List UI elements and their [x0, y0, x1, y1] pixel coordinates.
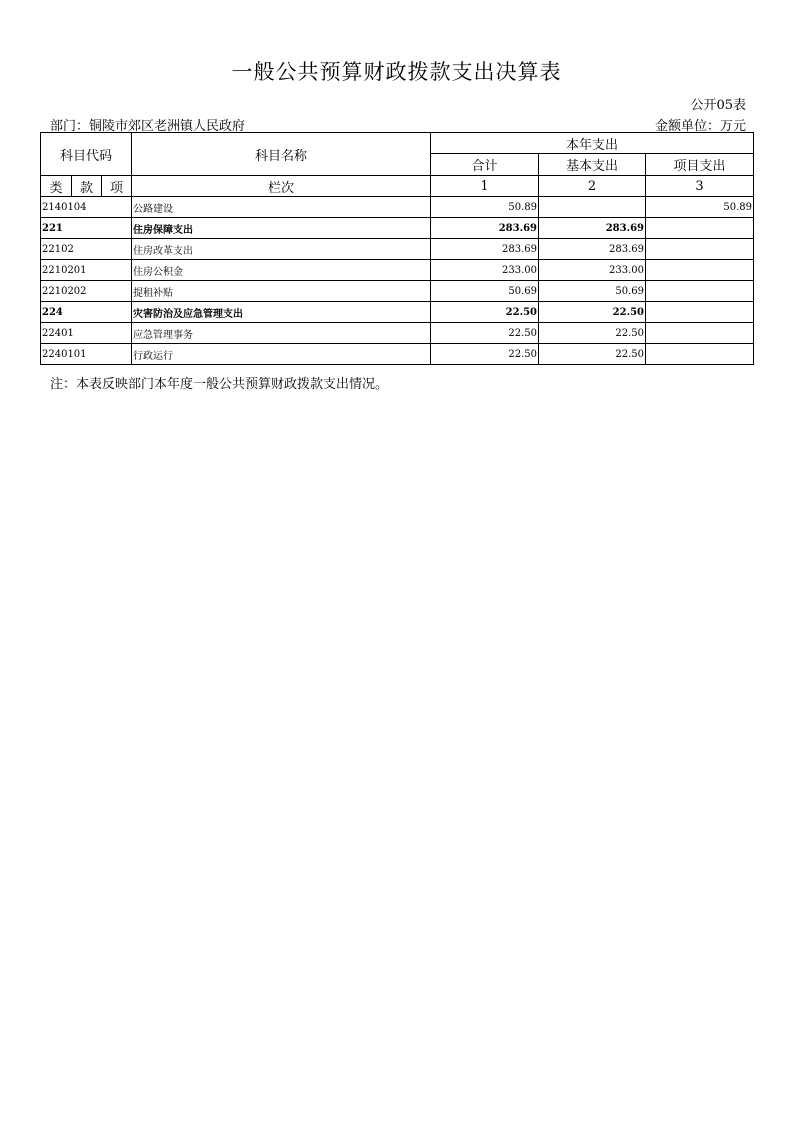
row-total: 283.69: [431, 218, 539, 239]
row-code: 221: [41, 218, 132, 239]
table-row: [41, 344, 754, 365]
row-code: 2140104: [41, 197, 132, 218]
row-name: 行政运行: [132, 344, 431, 365]
row-name: 灾害防治及应急管理支出: [132, 302, 431, 323]
row-name: 住房公积金: [132, 260, 431, 281]
row-project: [646, 323, 754, 344]
table-row: [41, 260, 754, 281]
row-basic: [539, 197, 646, 218]
row-basic: 283.69: [539, 239, 646, 260]
footnote: 注：本表反映部门本年度一般公共预算财政拨款支出情况。: [50, 377, 389, 392]
header-subject-code: 科目代码: [41, 133, 132, 176]
row-project: [646, 218, 754, 239]
header-column-order: 栏次: [132, 176, 431, 197]
row-basic: 50.69: [539, 281, 646, 302]
table-row: [41, 197, 754, 218]
row-total: 22.50: [431, 302, 539, 323]
row-name: 住房保障支出: [132, 218, 431, 239]
header-subject-name: 科目名称: [132, 133, 431, 176]
row-total: 22.50: [431, 344, 539, 365]
row-name: 公路建设: [132, 197, 431, 218]
row-total: 22.50: [431, 323, 539, 344]
row-project: [646, 239, 754, 260]
row-basic: 233.00: [539, 260, 646, 281]
form-number: 公开05表: [690, 98, 746, 113]
header-xiang: 项: [102, 176, 132, 197]
row-code: 2210202: [41, 281, 132, 302]
row-project: [646, 260, 754, 281]
row-project: [646, 302, 754, 323]
header-kuan: 款: [72, 176, 102, 197]
table-row: [41, 218, 754, 239]
row-name: 提租补贴: [132, 281, 431, 302]
header-project: 项目支出: [646, 154, 754, 176]
row-basic: 22.50: [539, 344, 646, 365]
row-code: 22401: [41, 323, 132, 344]
row-total: 50.69: [431, 281, 539, 302]
row-basic: 22.50: [539, 323, 646, 344]
page-title: 一般公共预算财政拨款支出决算表: [231, 60, 562, 84]
row-project: 50.89: [646, 197, 754, 218]
header-basic: 基本支出: [539, 154, 646, 176]
expenditure-table: [40, 132, 754, 365]
row-code: 22102: [41, 239, 132, 260]
row-total: 233.00: [431, 260, 539, 281]
table-row: [41, 302, 754, 323]
header-year-expense: 本年支出: [431, 133, 754, 154]
row-project: [646, 281, 754, 302]
table-row: [41, 239, 754, 260]
table-row: [41, 323, 754, 344]
row-total: 283.69: [431, 239, 539, 260]
header-col3: 3: [646, 176, 754, 197]
department-label: 部门：铜陵市郊区老洲镇人民政府: [50, 119, 246, 134]
table-row: [41, 281, 754, 302]
header-lei: 类: [41, 176, 72, 197]
row-name: 应急管理事务: [132, 323, 431, 344]
row-name: 住房改革支出: [132, 239, 431, 260]
row-code: 2240101: [41, 344, 132, 365]
row-code: 224: [41, 302, 132, 323]
row-project: [646, 344, 754, 365]
row-total: 50.89: [431, 197, 539, 218]
row-basic: 283.69: [539, 218, 646, 239]
header-col2: 2: [539, 176, 646, 197]
row-code: 2210201: [41, 260, 132, 281]
unit-label: 金额单位：万元: [654, 119, 746, 134]
header-col1: 1: [431, 176, 539, 197]
row-basic: 22.50: [539, 302, 646, 323]
header-total: 合计: [431, 154, 539, 176]
